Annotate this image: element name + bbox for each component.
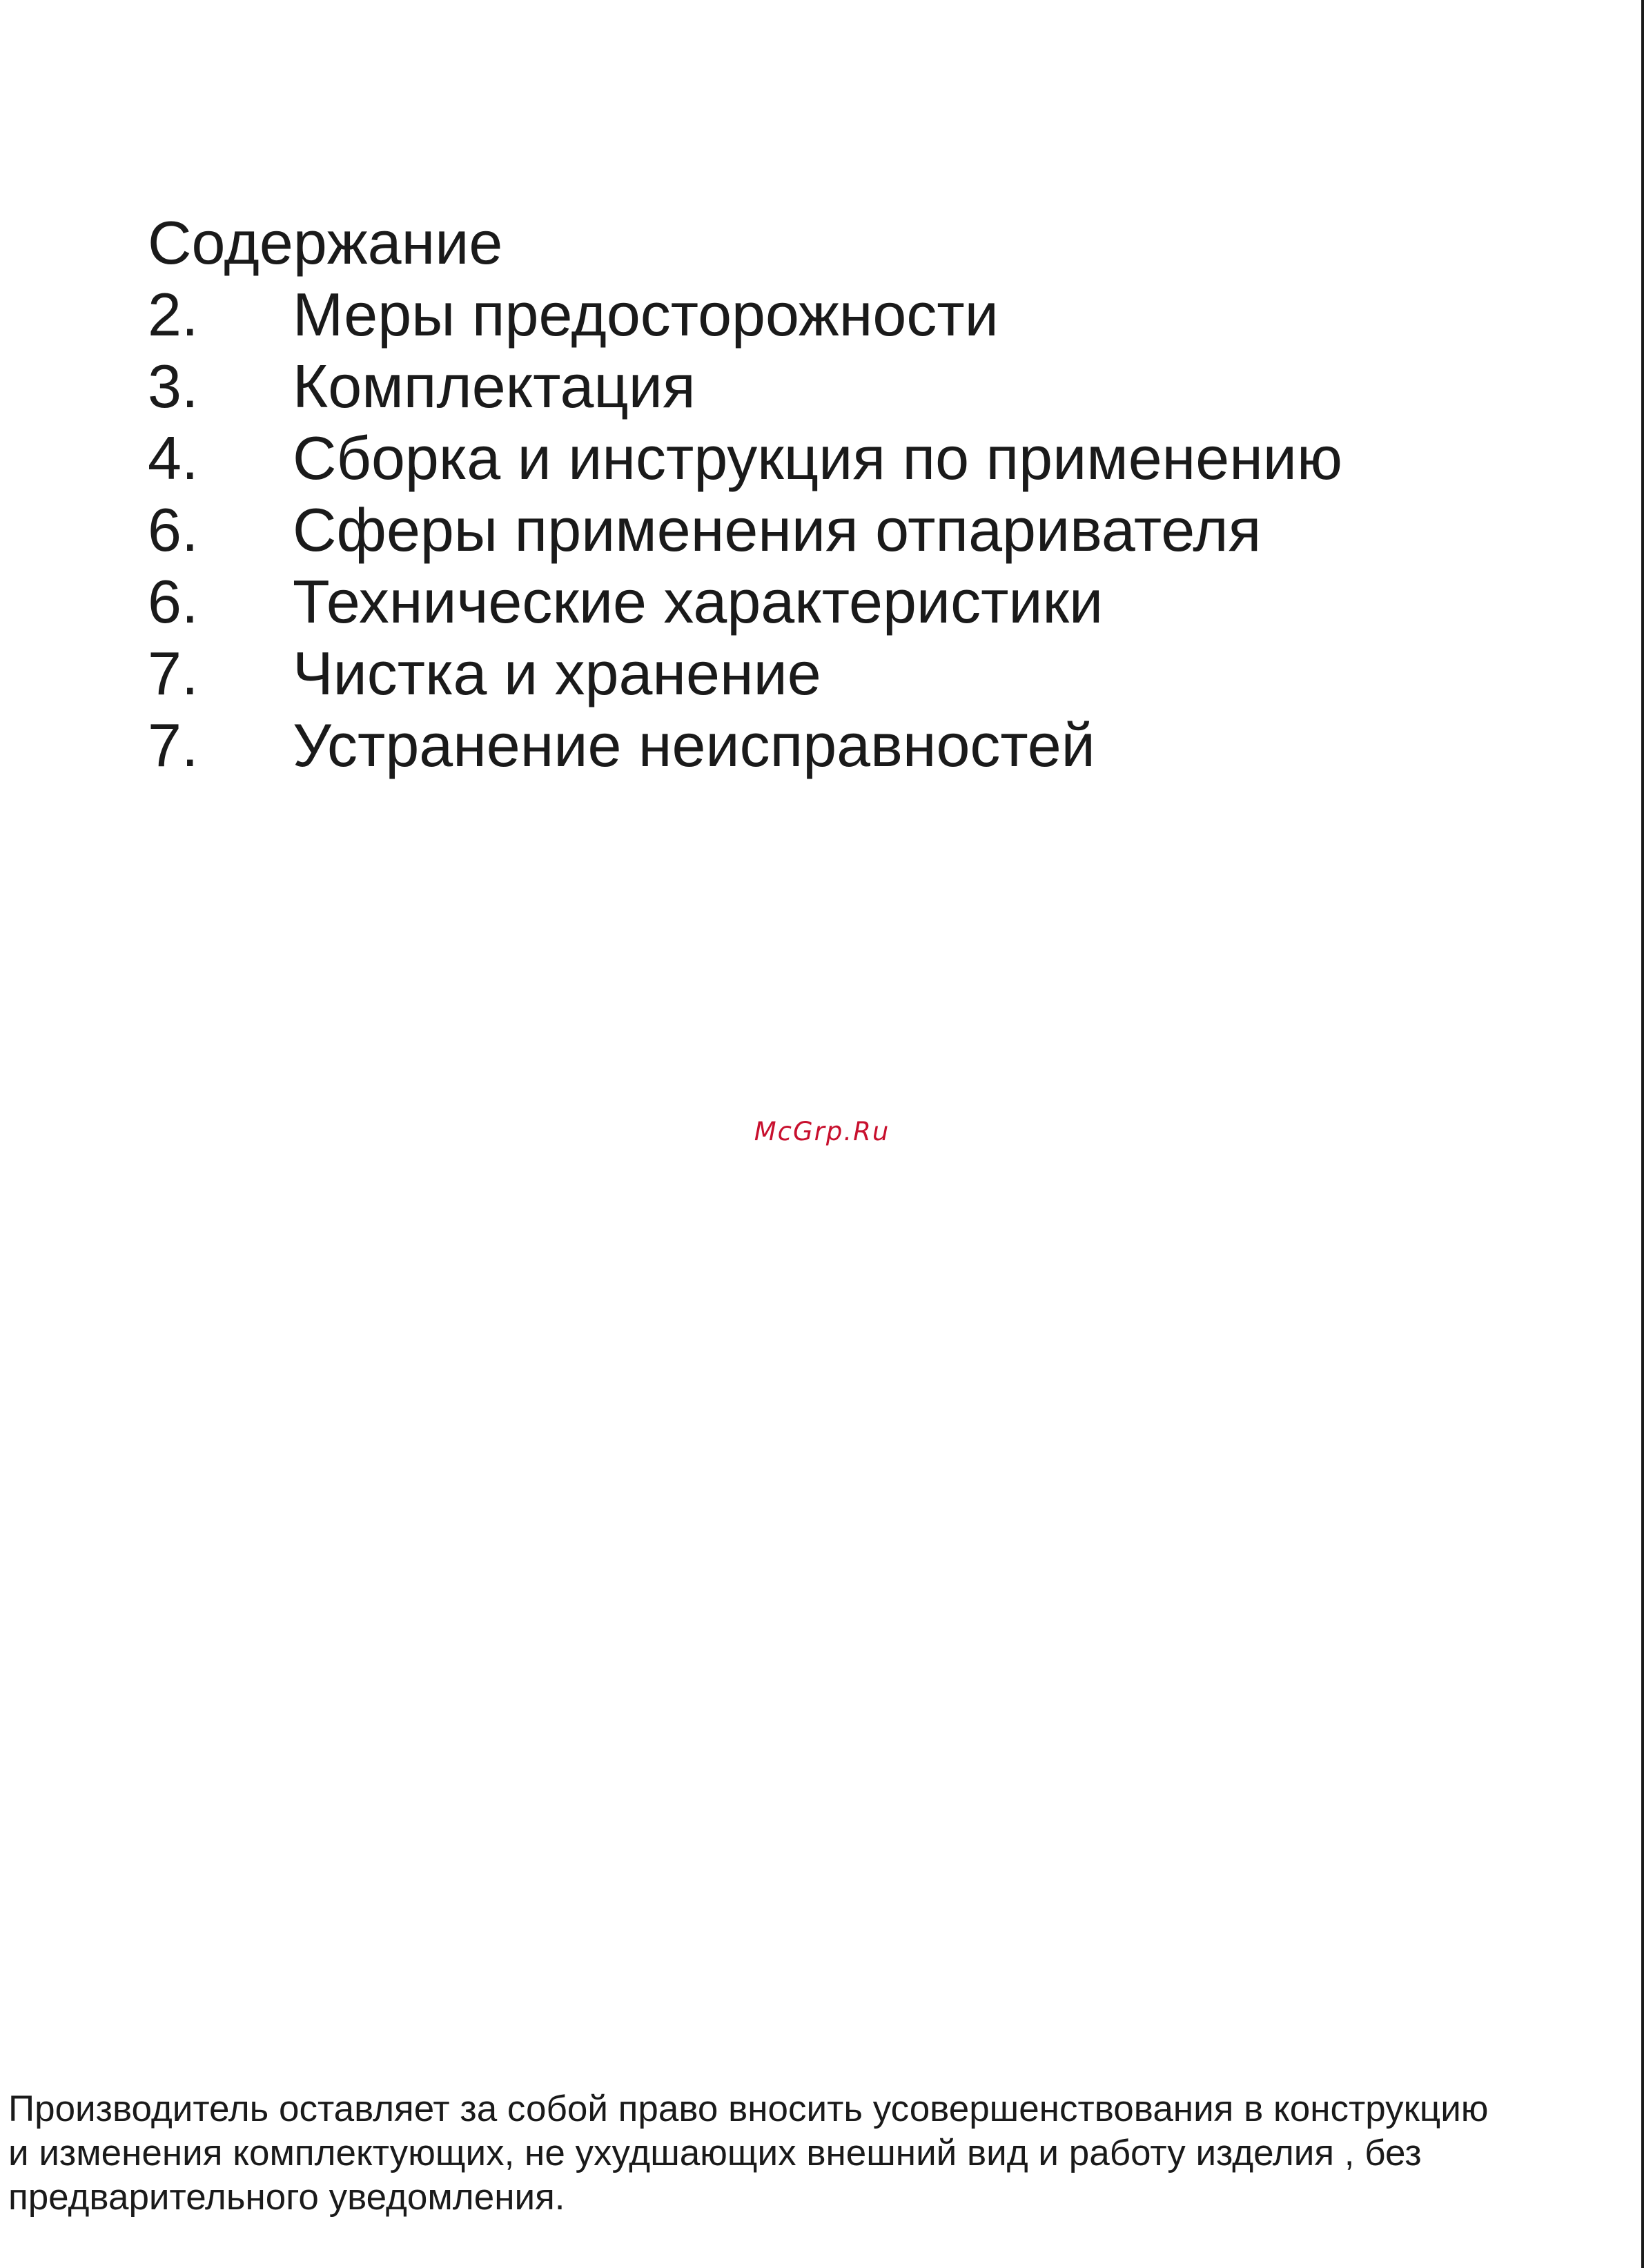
- toc-item-page-number: 6.: [148, 496, 199, 564]
- disclaimer-line: Производитель оставляет за собой право вносить усовершенствования в конструкцию: [8, 2089, 1489, 2129]
- toc-item: [148, 279, 1528, 351]
- manufacturer-disclaimer: [8, 2087, 1630, 2220]
- toc-item-label: Комплектация: [293, 352, 696, 420]
- toc-item: [148, 638, 1528, 710]
- toc-item-label: Технические характеристики: [293, 567, 1104, 636]
- toc-item-label: Чистка и хранение: [293, 639, 821, 707]
- toc-item-label: Устранение неисправностей: [293, 711, 1095, 779]
- toc-item: [148, 422, 1528, 494]
- toc-item-page-number: 2.: [148, 280, 199, 349]
- toc-item-label: Сборка и инструкция по применению: [293, 424, 1342, 492]
- toc-item: [148, 494, 1528, 566]
- disclaimer-line: и изменения комплектующих, не ухудшающих внешний вид и работу изделия , без: [8, 2133, 1422, 2173]
- toc-item-page-number: 7.: [148, 639, 199, 707]
- toc-item-page-number: 4.: [148, 424, 199, 492]
- toc-item: [148, 351, 1528, 422]
- toc-item-label: Меры предосторожности: [293, 280, 999, 349]
- toc-title: Содержание: [148, 208, 503, 277]
- table-of-contents: [148, 207, 1528, 781]
- toc-item-label: Сферы применения отпаривателя: [293, 496, 1262, 564]
- watermark: McGrp.Ru: [754, 1117, 890, 1146]
- toc-item-page-number: 3.: [148, 352, 199, 420]
- toc-item-page-number: 7.: [148, 711, 199, 779]
- disclaimer-line: предварительного уведомления.: [8, 2177, 565, 2218]
- toc-item: [148, 566, 1528, 638]
- toc-item: [148, 710, 1528, 781]
- toc-list: [148, 279, 1528, 781]
- toc-item-page-number: 6.: [148, 567, 199, 636]
